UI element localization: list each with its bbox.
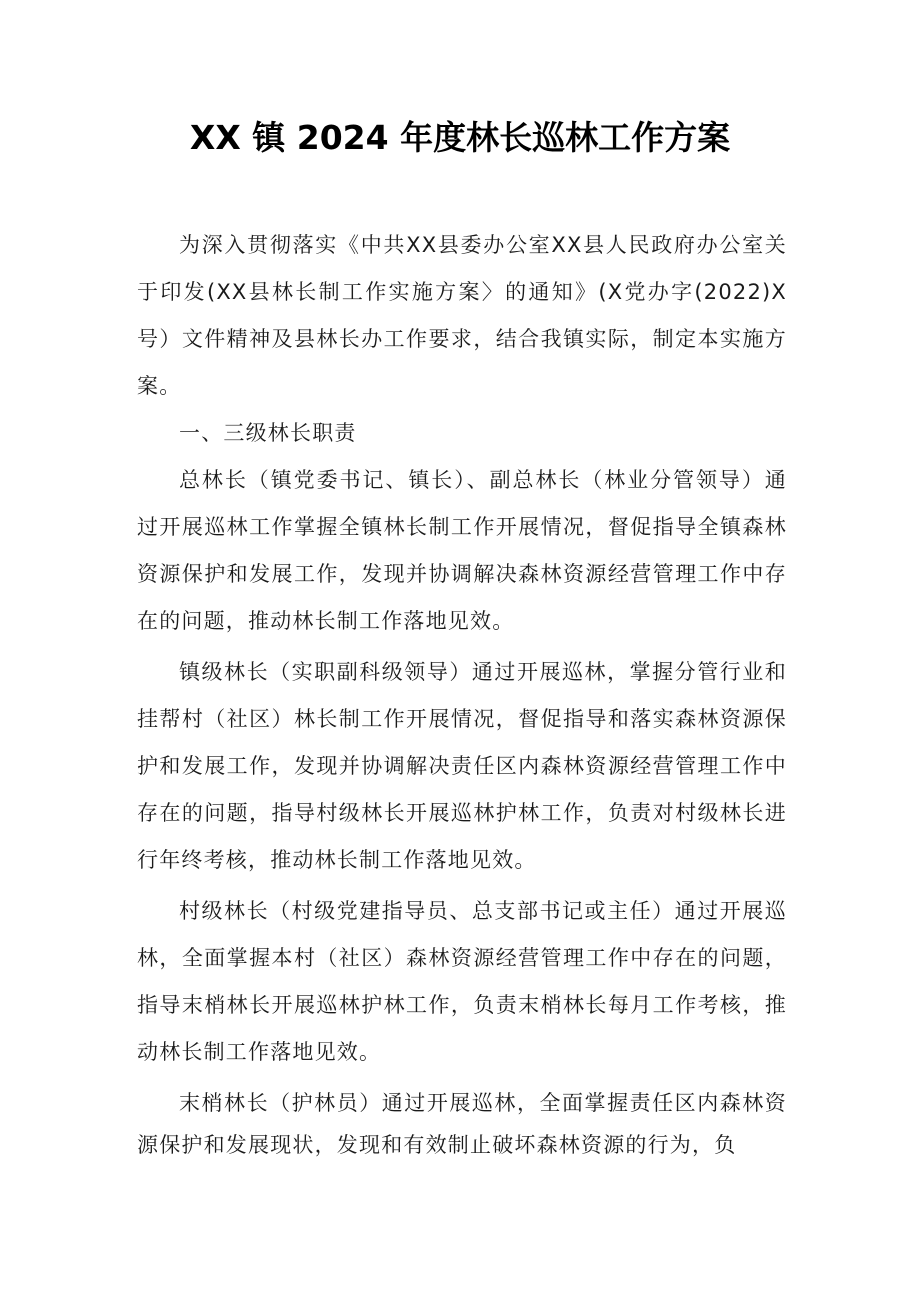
paragraph-intro: 为深入贯彻落实《中共XX县委办公室XX县人民政府办公室关于印发(XX县林长制工作实施方案〉的通知》(X党办字(2022)X号）文件精神及县林长办工作要求，结合我镇实际，制定本实施方案。 — [137, 233, 787, 398]
paragraph-chief-forest-chief: 总林长（镇党委书记、镇长）、副总林长（林业分管领导）通过开展巡林工作掌握全镇林长制工作开展情况，督促指导全镇森林资源保护和发展工作，发现并协调解决森林资源经营管理工作中存在的问题，推动林长制工作落地见效。 — [137, 468, 787, 633]
document-body — [137, 222, 787, 1166]
section-heading-1: 一、三级林长职责 — [179, 421, 357, 445]
paragraph-terminal-forest-chief: 末梢林长（护林员）通过开展巡林，全面掌握责任区内森林资源保护和发展现状，发现和有效制止破坏森林资源的行为，负 — [137, 1091, 787, 1157]
paragraph-village-forest-chief: 村级林长（村级党建指导员、总支部书记或主任）通过开展巡林，全面掌握本村（社区）森林资源经营管理工作中存在的问题，指导末梢林长开展巡林护林工作，负责末梢林长每月工作考核，推动林长制工作落地见效。 — [137, 899, 787, 1064]
document-title: XX 镇 2024 年度林长巡林工作方案 — [189, 118, 731, 157]
paragraph-town-forest-chief: 镇级林长（实职副科级领导）通过开展巡林，掌握分管行业和挂帮村（社区）林长制工作开展情况，督促指导和落实森林资源保护和发展工作，发现并协调解决责任区内森林资源经营管理工作中存在的问题，指导村级林长开展巡林护林工作，负责对村级林长进行年终考核，推动林长制工作落地见效。 — [137, 660, 787, 872]
